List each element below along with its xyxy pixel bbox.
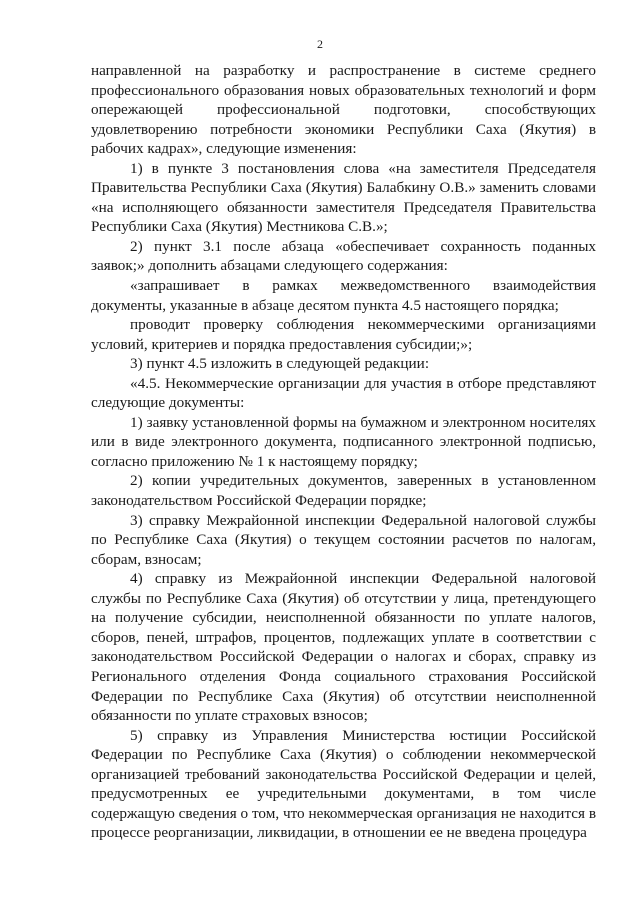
document-body <box>91 61 596 843</box>
paragraph-clause-4-5-item-1: 1) заявку установленной формы на бумажном и электронном носителях или в виде электронного документа, подписанного электронной подписью, согласно приложению № 1 к настоящему порядку; <box>91 413 596 470</box>
paragraph-item-2: 2) пункт 3.1 после абзаца «обеспечивает сохранность поданных заявок;» дополнить абзацами следующего содержания: <box>91 237 596 275</box>
paragraph-clause-4-5-item-4: 4) справку из Межрайонной инспекции Федеральной налоговой службы по Республике Саха (Якутия) об отсутствии у лица, претендующего на получение субсидии, неисполненной обязанности по уплате налогов, сборов, пеней, штрафов, процентов, подлежащих уплате в соответствии с законодательством Российской Федерации о налогах и сборах, справку из Регионального отделения Фонда социального страхования Российской Федерации по Республике Саха (Якутия) об отсутствии неисполненной обязанности по уплате страховых взносов; <box>91 570 596 725</box>
paragraph-clause-4-5-item-3: 3) справку Межрайонной инспекции Федеральной налоговой службы по Республике Саха (Якутия) о текущем состоянии расчетов по налогам, сборам, взносам; <box>91 511 596 568</box>
paragraph-item-3: 3) пункт 4.5 изложить в следующей редакции: <box>130 355 430 373</box>
paragraph-item-1: 1) в пункте 3 постановления слова «на заместителя Председателя Правительства Республики Саха (Якутия) Балабкину О.В.» заменить словами «на исполняющего обязанности заместителя Председателя Правительства Республики Саха (Якутия) Местникова С.В.»; <box>91 159 596 236</box>
paragraph-clause-4-5-item-2: 2) копии учредительных документов, заверенных в установленном законодательством Российской Федерации порядке; <box>91 472 596 510</box>
paragraph-clause-4-5-item-5: 5) справку из Управления Министерства юстиции Российской Федерации по Республике Саха (Якутия) о соблюдении некоммерческой организацией требований законодательства Российской Федерации и целей, предусмотренных ее учредительными документами, в том числе содержащую сведения о том, что некоммерческая организация не находится в процессе реорганизации, ликвидации, в отношении ее не введена процедура <box>91 726 596 842</box>
paragraph-intro: направленной на разработку и распространение в системе среднего профессионального образования новых образовательных технологий и форм опережающей профессиональной подготовки, способствующих удовлетворению потребности экономики Республики Саха (Якутия) в рабочих кадрах», следующие изменения: <box>91 62 596 158</box>
paragraph-item-2-addition-b: проводит проверку соблюдения некоммерческими организациями условий, критериев и порядка предоставления субсидии;»; <box>91 316 596 353</box>
paragraph-item-2-addition-a: «запрашивает в рамках межведомственного взаимодействия документы, указанные в абзаце десятом пункта 4.5 настоящего порядка; <box>91 277 596 314</box>
paragraph-clause-4-5: «4.5. Некоммерческие организации для участия в отборе представляют следующие документы: <box>91 374 596 412</box>
page-number: 2 <box>317 37 323 51</box>
